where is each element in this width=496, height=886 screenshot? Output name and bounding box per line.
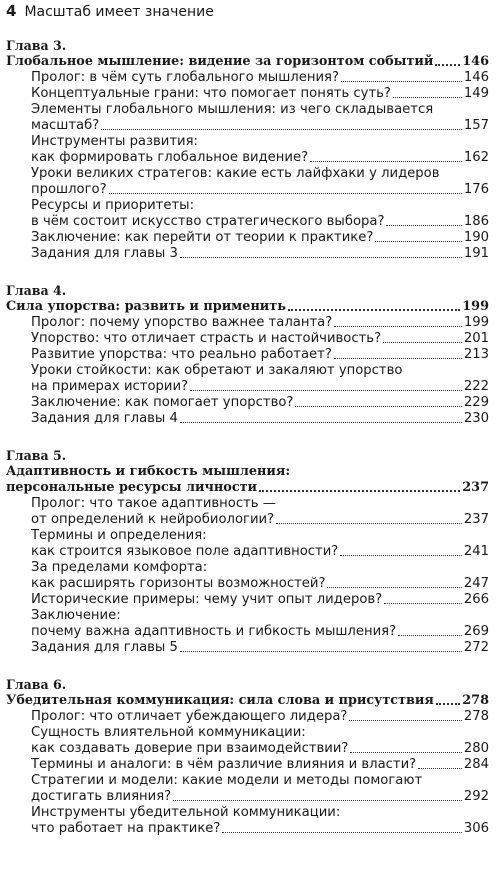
chapter-title: Убедительная коммуникация: сила слова и присутствия [6, 693, 434, 708]
chapter-section [6, 38, 489, 262]
dot-leader [109, 193, 462, 194]
dot-leader [383, 342, 462, 343]
entry-title: на примерах истории? [31, 379, 189, 394]
page-ref: 213 [463, 347, 489, 362]
page-ref: 199 [462, 299, 489, 314]
page-ref: 146 [462, 54, 489, 69]
toc-entry[interactable] [6, 379, 489, 395]
entry-text-line: Заключение: [31, 608, 121, 623]
page-ref: 292 [463, 789, 489, 804]
toc-entry[interactable] [6, 118, 489, 134]
chapter-section [6, 448, 489, 656]
dot-leader [334, 358, 462, 359]
dot-leader [386, 225, 461, 226]
page-ref: 280 [463, 741, 489, 756]
toc-entry[interactable] [6, 757, 489, 773]
page-ref: 284 [463, 757, 489, 772]
toc-entry[interactable] [6, 709, 489, 725]
entry-title: что работает на практике? [31, 821, 221, 836]
entry-title: как строится языковое поле адаптивности? [31, 544, 339, 559]
toc-entry[interactable] [6, 512, 489, 528]
page-number: 4 [6, 2, 17, 20]
dot-leader [334, 326, 462, 327]
dot-leader [435, 64, 460, 66]
page-ref: 230 [463, 411, 489, 426]
entry-title: прошлого? [31, 182, 107, 197]
toc-entry[interactable] [6, 592, 489, 608]
entry-title: от определений к нейробиологии? [31, 512, 275, 527]
chapter-title-row[interactable] [6, 299, 489, 315]
page-ref: 241 [463, 544, 489, 559]
entry-title: Упорство: что отличает страсть и настойчивость? [31, 331, 382, 346]
book-title: Масштаб имеет значение [24, 4, 214, 20]
chapter-title-row[interactable] [6, 480, 489, 496]
chapter-section [6, 283, 489, 427]
page-ref: 237 [463, 512, 489, 527]
dot-leader [375, 241, 461, 242]
entry-text-line: Термины и определения: [31, 528, 207, 543]
page-ref: 162 [463, 150, 489, 165]
dot-leader [350, 752, 461, 753]
entry-title: Пролог: почему упорство важнее таланта? [31, 315, 333, 330]
page-ref: 247 [463, 576, 489, 591]
page-ref: 199 [463, 315, 489, 330]
entry-title: Задания для главы 3 [31, 246, 178, 261]
chapter-label: Глава 4. [6, 283, 67, 298]
dot-leader [180, 651, 462, 652]
toc-entry[interactable] [6, 789, 489, 805]
page-ref: 190 [463, 230, 489, 245]
toc-entry[interactable] [6, 640, 489, 656]
page-ref: 278 [463, 709, 489, 724]
entry-text-line: Стратегии и модели: какие модели и методы помогают [31, 773, 423, 788]
entry-title: Исторические примеры: чему учит опыт лидеров? [31, 592, 383, 607]
entry-text-line: Сущность влиятельной коммуникации: [31, 725, 306, 740]
toc-entry[interactable] [6, 347, 489, 363]
dot-leader [180, 257, 462, 258]
toc-entry[interactable] [6, 230, 489, 246]
dot-leader [190, 390, 462, 391]
entry-text-line: Уроки стойкости: как обретают и закаляют упорство [31, 363, 403, 378]
page-ref: 146 [463, 70, 489, 85]
chapter-title: Сила упорства: развить и применить [6, 299, 286, 314]
dot-leader [341, 81, 462, 82]
entry-title: Пролог: что отличает убеждающего лидера? [31, 709, 348, 724]
toc-entry[interactable] [6, 741, 489, 757]
dot-leader [288, 309, 460, 311]
dot-leader [259, 490, 460, 492]
dot-leader [327, 587, 461, 588]
dot-leader [384, 603, 462, 604]
entry-text-line: Инструменты развития: [31, 134, 199, 149]
dot-leader [180, 422, 462, 423]
toc-entry[interactable] [6, 544, 489, 560]
entry-title: как формировать глобальное видение? [31, 150, 309, 165]
chapter-label: Глава 3. [6, 38, 67, 53]
entry-text-line: Пролог: что такое адаптивность — [31, 496, 276, 511]
page-ref: 269 [463, 624, 489, 639]
page-ref: 237 [462, 480, 489, 495]
toc-entry[interactable] [6, 182, 489, 198]
page-ref: 266 [463, 592, 489, 607]
chapter-title-row[interactable] [6, 54, 489, 70]
chapter-title-row[interactable] [6, 693, 489, 709]
entry-text-line: Уроки великих стратегов: какие есть лайфхаки у лидеров [31, 166, 440, 181]
toc-entry[interactable] [6, 331, 489, 347]
chapter-label: Глава 6. [6, 677, 67, 692]
page-ref: 149 [463, 86, 489, 101]
entry-title: Концептуальные грани: что помогает понять суть? [31, 86, 391, 101]
page-ref: 222 [463, 379, 489, 394]
page-ref: 157 [463, 118, 489, 133]
page-ref: 176 [463, 182, 489, 197]
entry-title: Заключение: как помогает упорство? [31, 395, 294, 410]
table-of-contents [6, 38, 489, 858]
toc-entry[interactable] [6, 411, 489, 427]
entry-title: Пролог: в чём суть глобального мышления? [31, 70, 339, 85]
entry-title: Термины и аналоги: в чём различие влияния и власти? [31, 757, 417, 772]
entry-title: как расширять горизонты возможностей? [31, 576, 326, 591]
entry-title: в чём состоит искусство стратегического выбора? [31, 214, 385, 229]
toc-entry[interactable] [6, 395, 489, 411]
dot-leader [349, 720, 461, 721]
dot-leader [393, 97, 462, 98]
dot-leader [173, 800, 462, 801]
entry-text-line: За пределами комфорта: [31, 560, 208, 575]
toc-entry[interactable] [6, 214, 489, 230]
dot-leader [276, 523, 462, 524]
dot-leader [398, 635, 462, 636]
dot-leader [310, 161, 462, 162]
toc-entry[interactable] [6, 576, 489, 592]
entry-title: Развитие упорства: что реально работает? [31, 347, 332, 362]
entry-title: как создавать доверие при взаимодействии? [31, 741, 349, 756]
toc-entry[interactable] [6, 86, 489, 102]
dot-leader [418, 768, 462, 769]
chapter-title: Глобальное мышление: видение за горизонтом событий [6, 54, 434, 69]
dot-leader [295, 406, 461, 407]
chapter-title-line: Адаптивность и гибкость мышления: [6, 464, 291, 479]
dot-leader [222, 832, 461, 833]
chapter-label: Глава 5. [6, 448, 67, 463]
entry-title: Заключение: как перейти от теории к практике? [31, 230, 374, 245]
entry-title: достигать влияния? [31, 789, 172, 804]
entry-title: масштаб? [31, 118, 100, 133]
entry-title: Задания для главы 4 [31, 411, 178, 426]
entry-text-line: Инструменты убедительной коммуникации: [31, 805, 341, 820]
running-header [6, 1, 488, 22]
toc-entry[interactable] [6, 150, 489, 166]
page-ref: 186 [463, 214, 489, 229]
toc-entry[interactable] [6, 315, 489, 331]
entry-title: Задания для главы 5 [31, 640, 178, 655]
toc-entry[interactable] [6, 246, 489, 262]
chapter-section [6, 677, 489, 837]
page-ref: 278 [462, 693, 489, 708]
dot-leader [340, 555, 462, 556]
page-ref: 229 [463, 395, 489, 410]
entry-text-line: Элементы глобального мышления: из чего складывается [31, 102, 434, 117]
entry-title: почему важна адаптивность и гибкость мышления? [31, 624, 397, 639]
page-ref: 201 [463, 331, 489, 346]
toc-entry[interactable] [6, 821, 489, 837]
entry-text-line: Ресурсы и приоритеты: [31, 198, 195, 213]
chapter-title: персональные ресурсы личности [6, 480, 258, 495]
page-ref: 306 [463, 821, 489, 836]
toc-entry[interactable] [6, 70, 489, 86]
toc-entry[interactable] [6, 624, 489, 640]
page-ref: 272 [463, 640, 489, 655]
page-ref: 191 [463, 246, 489, 261]
dot-leader [436, 703, 460, 705]
dot-leader [101, 129, 462, 130]
